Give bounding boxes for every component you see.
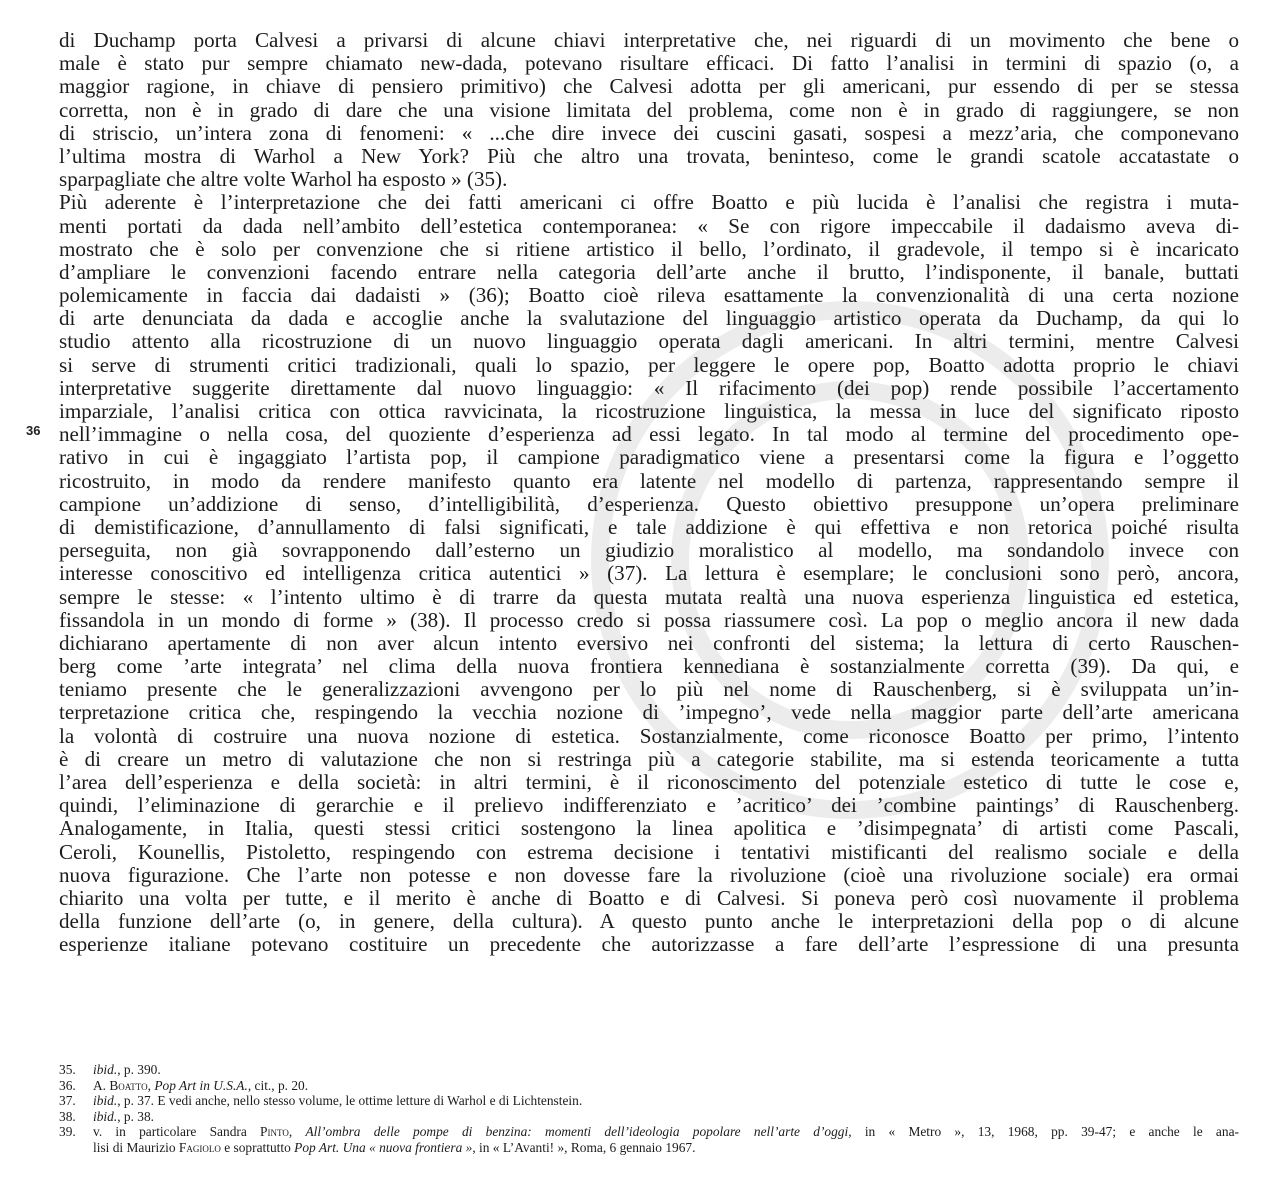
- footnote-text: , in « L’Avanti! », Roma, 6 gennaio 1967.: [472, 1139, 696, 1155]
- footnote-title: Pop Art in U.S.A.: [154, 1077, 248, 1093]
- footnote-text: in « Metro », 13, 1968, pp. 39-47; e anche le ana-: [851, 1124, 1239, 1140]
- footnote-text: v. in particolare Sandra: [93, 1124, 261, 1140]
- text-line: la volontà di costruire una nuova nozione di estetica. Sostanzialmente, come riconosce Boatto per primo, l’intento: [59, 724, 1239, 748]
- text-line: campione un’addizione di senso, d’intelligibilità, d’esperienza. Questo obiettivo presuppone un’opera preliminare: [59, 492, 1239, 516]
- text-line: di striscio, un’intera zona di fenomeni: « ...che dire invece dei cuscini gasati, sospesi a mezz’aria, che componevano: [59, 121, 1239, 145]
- footnote-author-initial: A.: [93, 1077, 110, 1093]
- footnote-number: 36.: [59, 1077, 76, 1093]
- footnote-text: , p. 38.: [117, 1108, 155, 1124]
- footnotes: [59, 1062, 1239, 1156]
- footnote-text: , cit., p. 20.: [247, 1077, 309, 1093]
- text-line: interpretative suggerite direttamente dal nuovo linguaggio: « Il rifacimento (dei pop) rende possibile l’accertamento: [59, 376, 1239, 400]
- text-line: dichiarano apertamente di non aver alcun intento eversivo nei confronti del sistema; la lettura di certo Rauschen-: [59, 631, 1239, 655]
- text-line: d’ampliare le convenzioni facendo entrare nella categoria dell’arte anche il brutto, l’indisponente, il banale, buttati: [59, 260, 1239, 284]
- footnote-text: ,: [288, 1124, 306, 1140]
- footnote-ibid: ibid.: [93, 1062, 118, 1077]
- text-line: imparziale, l’analisi critica con ottica ravvicinata, la ricostruzione linguistica, la messa in luce del significato riposto: [59, 400, 1239, 423]
- footnote-title: Pop Art. Una « nuova frontiera »: [294, 1139, 473, 1155]
- body-text: [59, 29, 1239, 957]
- text-line: esperienze italiane potevano costituire un precedente che autorizzasse a fare dell’arte l’espressione di una presunta: [59, 933, 1239, 957]
- text-line: Analogamente, in Italia, questi stessi critici sostengono la linea apolitica e ’disimpegnata’ di artisti come Pascali,: [59, 817, 1239, 841]
- text-line: terpretazione critica che, respingendo la vecchia nozione di ’impegno’, vede nella maggior parte dell’arte americana: [59, 701, 1239, 725]
- footnote-author: Pinto: [260, 1124, 289, 1140]
- footnote-text: , p. 37. E vedi anche, nello stesso volume, le ottime letture di Warhol e di Lichtenstein.: [117, 1093, 583, 1109]
- text-line: male è stato pur sempre chiamato new-dada, potevano risultare efficaci. Di fatto l’analisi in termini di spazio (o, a: [59, 52, 1239, 76]
- footnote-ibid: ibid.: [93, 1093, 118, 1109]
- text-line: fissandola in un mondo di forme » (38). Il processo credo si possa riassumere così. La pop o meglio ancora il new dada: [59, 608, 1239, 632]
- text-line: Ceroli, Kounellis, Pistoletto, respingendo con estrema decisione i tentativi mistificanti del realismo sociale e della: [59, 840, 1239, 864]
- text-line: perseguita, non già sovrapponendo dall’esterno un giudizio moralistico al modello, ma sondandolo invece con: [59, 539, 1239, 563]
- footnote-number: 38.: [59, 1108, 76, 1124]
- text-line: studio attento alla ricostruzione di un nuovo linguaggio operata dagli americani. In altri termini, mentre Calvesi: [59, 330, 1239, 354]
- footnote-39: [59, 1124, 1239, 1140]
- footnote-38: [59, 1109, 1239, 1125]
- text-line: si serve di strumenti critici tradizionali, quali lo spazio, per leggere le opere pop, Boatto adotta proprio le chiavi: [59, 353, 1239, 377]
- text-line: quindi, l’eliminazione di gerarchie e il prelievo indifferenziato e ’acritico’ dei ’combine paintings’ di Rauschenberg.: [59, 794, 1239, 818]
- text-line: è di creare un metro di valutazione che non si restringa più a categorie stabilite, ma si estenda teoricamente a tutta: [59, 747, 1239, 771]
- text-line: della funzione dell’arte (o, in genere, della cultura). A questo punto anche le interpretazioni della pop o di alcune: [59, 910, 1239, 934]
- text-line: nell’immagine o nella cosa, del quoziente d’esperienza ad essi legato. In tal modo al termine del procedimento ope-: [59, 423, 1239, 447]
- text-line: di arte denunciata da dada e accoglie anche la svalutazione del linguaggio artistico operata da Duchamp, da qui lo: [59, 307, 1239, 331]
- text-line: sparpagliate che altre volte Warhol ha esposto » (35).: [59, 168, 508, 192]
- text-line: chiarito una volta per tutte, e il merito è anche di Boatto e di Calvesi. Si poneva però così nuovamente il problema: [59, 886, 1239, 910]
- footnote-35: [59, 1062, 1239, 1078]
- text-line: di Duchamp porta Calvesi a privarsi di alcune chiavi interpretative che, nei riguardi di un movimento che bene o: [59, 29, 1239, 52]
- text-line: interesse conoscitivo ed intelligenza critica autentici » (37). La lettura è esemplare; le conclusioni sono però, ancora,: [59, 562, 1239, 586]
- text-line: Più aderente è l’interpretazione che dei fatti americani ci offre Boatto e più lucida è l’analisi che registra i muta-: [59, 191, 1239, 215]
- footnote-text: lisi di Maurizio: [93, 1139, 179, 1155]
- footnote-number: 37.: [59, 1093, 76, 1109]
- text-line: teniamo presente che le generalizzazioni avvengono per lo più nel nome di Rauschenberg, si è sviluppata un’in-: [59, 678, 1239, 702]
- footnote-title: All’ombra delle pompe di benzina: momenti dell’ideologia popolare nell’arte d’oggi,: [305, 1124, 852, 1140]
- footnote-separator: ,: [147, 1077, 155, 1093]
- footnote-36: [59, 1078, 1239, 1094]
- footnote-number: 39.: [59, 1124, 76, 1140]
- text-line: rativo in cui è ingaggiato l’artista pop, il campione paradigmatico viene a presentarsi come la figura e l’oggetto: [59, 446, 1239, 470]
- text-line: sempre le stesse: « l’intento ultimo è di trarre da questa mutata realtà una nuova esperienza linguistica ed estetica,: [59, 585, 1239, 609]
- footnote-ibid: ibid.: [93, 1108, 118, 1124]
- text-line: menti portati da dada nell’ambito dell’estetica contemporanea: « Se con rigore impeccabile il dadaismo aveva di-: [59, 214, 1239, 238]
- footnote-39-continued: [59, 1140, 1239, 1156]
- text-line: corretta, non è in grado di dare che una visione limitata del problema, come non è in grado di raggiungere, se non: [59, 98, 1239, 122]
- page-number: 36: [26, 423, 41, 438]
- text-line: polemicamente in faccia dai dadaisti » (36); Boatto cioè rileva esattamente la convenzionalità di una certa nozione: [59, 284, 1239, 308]
- footnote-text: , p. 390.: [117, 1062, 161, 1077]
- text-line: l’ultima mostra di Warhol a New York? Più che altro una trovata, beninteso, come le grandi scatole accatastate o: [59, 144, 1239, 168]
- text-line: ricostruito, in modo da rendere manifesto quanto era latente nel modello di partenza, rappresentando sempre il: [59, 469, 1239, 493]
- text-line: maggior ragione, in chiave di pensiero primitivo) che Calvesi adotta per gli americani, pur essendo di per se stessa: [59, 75, 1239, 99]
- text-line: mostrato che è solo per convenzione che si ritiene artistico il bello, l’ordinato, il gradevole, il tempo si è incaricato: [59, 237, 1239, 261]
- footnote-author: Boatto: [109, 1077, 148, 1093]
- text-line: nuova figurazione. Che l’arte non potesse e non dovesse fare la rivoluzione (cioè una rivoluzione sociale) era ormai: [59, 863, 1239, 887]
- text-line: di demistificazione, d’annullamento di falsi significati, e tale addizione è qui effettiva e non retorica poiché risulta: [59, 515, 1239, 539]
- text-line: berg come ’arte integrata’ nel clima della nuova frontiera kennediana è sostanzialmente corretta (39). Da qui, e: [59, 655, 1239, 679]
- text-line: l’area dell’esperienza e della società: in altri termini, è il riconoscimento del potenziale estetico di tutte le cose e,: [59, 771, 1239, 794]
- footnote-text: e soprattutto: [220, 1139, 295, 1155]
- footnote-author: Fagiolo: [178, 1139, 221, 1155]
- footnote-37: [59, 1093, 1239, 1109]
- footnote-number: 35.: [59, 1062, 76, 1077]
